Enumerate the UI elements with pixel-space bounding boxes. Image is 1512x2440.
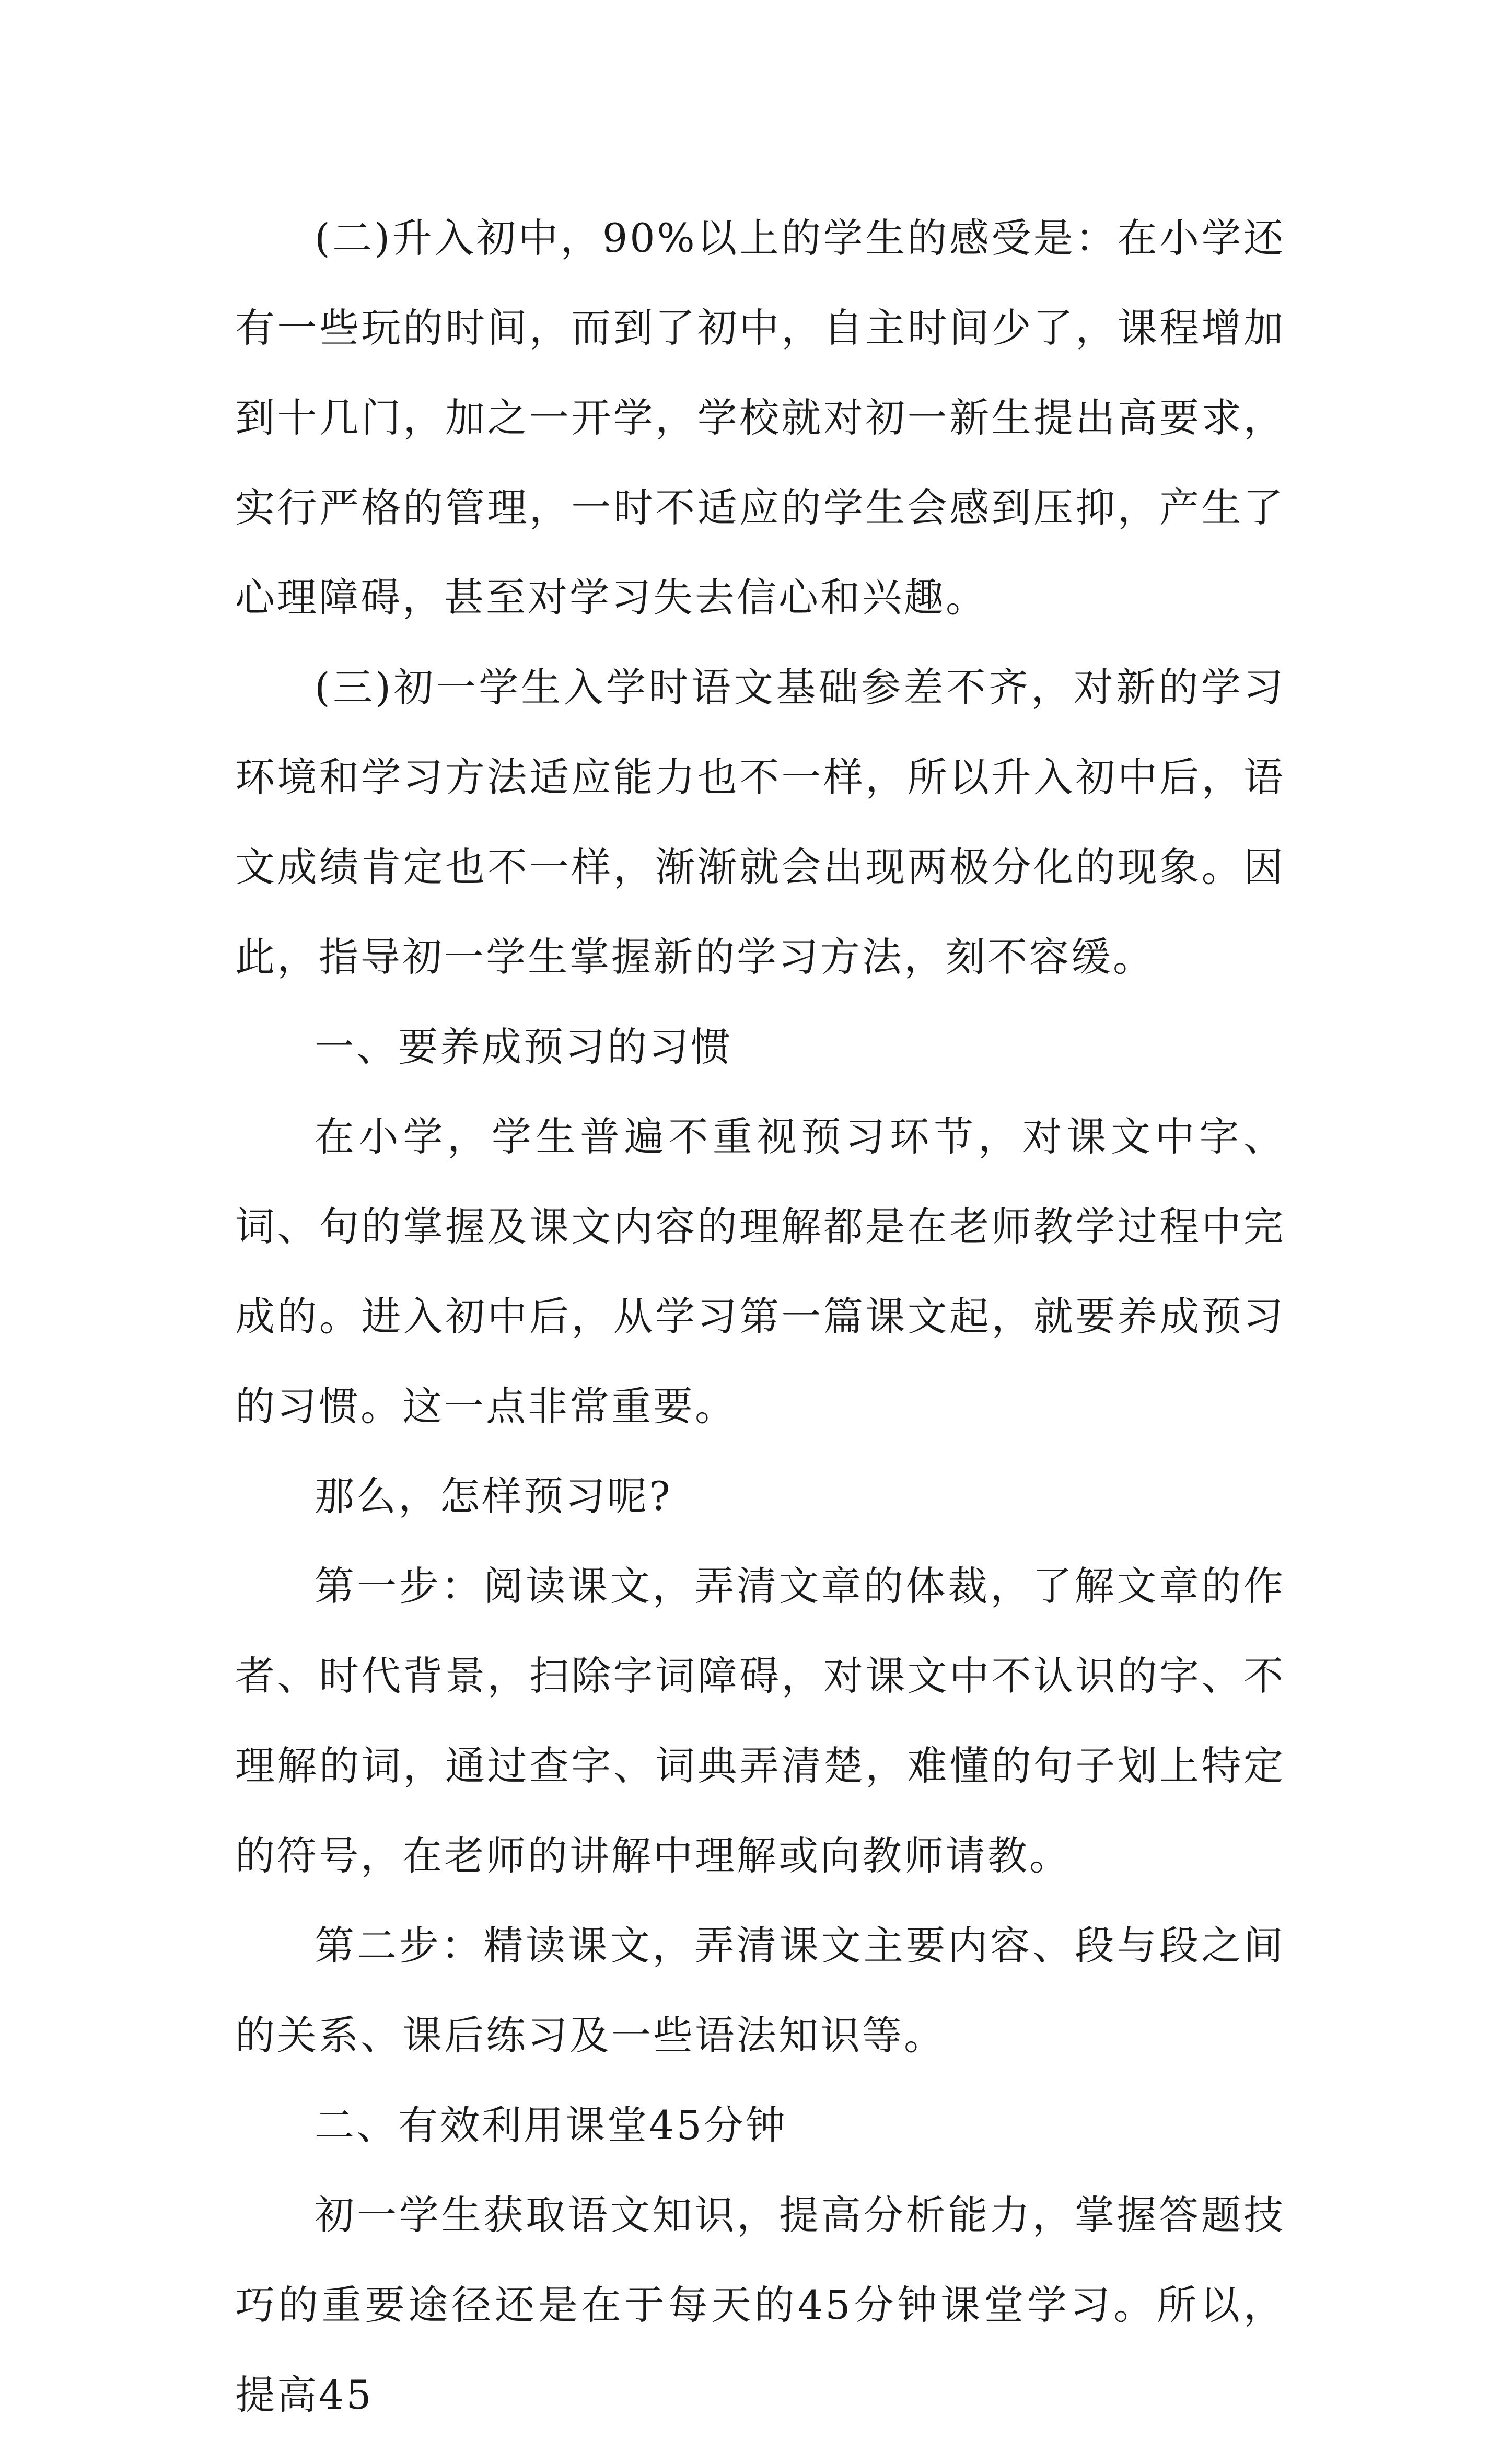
section-heading-1: 一、要养成预习的习惯: [315, 1024, 732, 1070]
paragraph-3: 在小学，学生普遍不重视预习环节，对课文中字、词、句的掌握及课文内容的理解都是在老师教学过程中完成的。进入初中后，从学习第一篇课文起，就要养成预习的习惯。这一点非常重要。: [235, 1113, 1285, 1430]
section-heading-2: 二、有效利用课堂45分钟: [315, 2102, 787, 2148]
body-text: [235, 193, 1285, 2440]
paragraph-1: (二)升入初中，90%以上的学生的感受是：在小学还有一些玩的时间，而到了初中，自主时间少了，课程增加到十几门，加之一开学，学校就对初一新生提出高要求，实行严格的管理，一时不适应的学生会感到压抑，产生了心理障碍，甚至对学习失去信心和兴趣。: [235, 215, 1285, 621]
paragraph-4: 那么，怎样预习呢?: [315, 1473, 672, 1519]
paragraph-5: 第一步：阅读课文，弄清文章的体裁，了解文章的作者、时代背景，扫除字词障碍，对课文中不认识的字、不理解的词，通过查字、词典弄清楚，难懂的句子划上特定的符号，在老师的讲解中理解或向教师请教。: [235, 1563, 1285, 1879]
paragraph-7: 初一学生获取语文知识，提高分析能力，掌握答题技巧的重要途径还是在于每天的45分钟课堂学习。所以，提高45: [235, 2192, 1285, 2418]
paragraph-6: 第二步：精读课文，弄清课文主要内容、段与段之间的关系、课后练习及一些语法知识等。: [235, 1922, 1285, 2059]
paragraph-2: (三)初一学生入学时语文基础参差不齐，对新的学习环境和学习方法适应能力也不一样，所以升入初中后，语文成绩肯定也不一样，渐渐就会出现两极分化的现象。因此，指导初一学生掌握新的学习方法，刻不容缓。: [235, 664, 1285, 980]
